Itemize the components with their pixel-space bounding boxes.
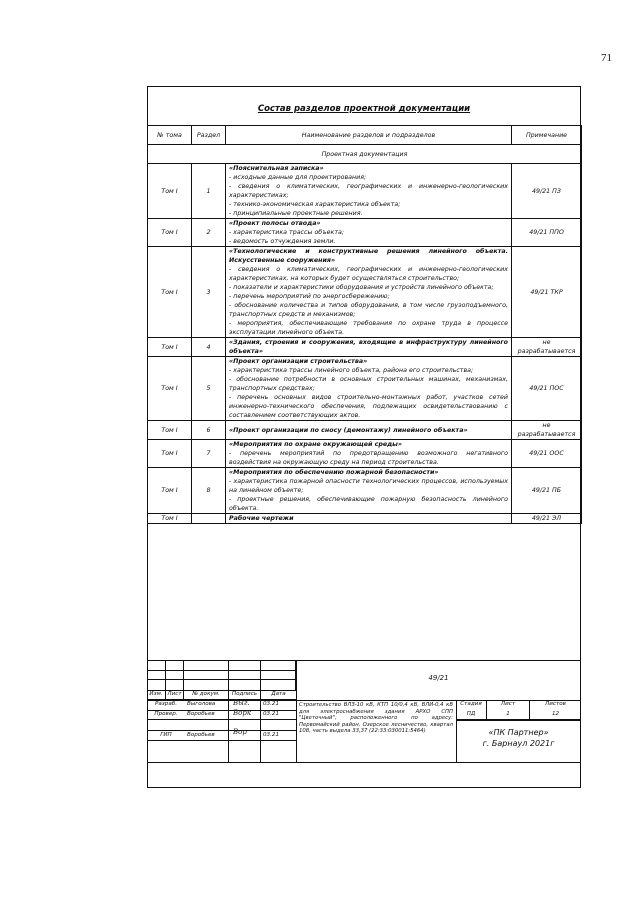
section-name: «Проект полосы отвода» bbox=[229, 220, 321, 227]
cell-note: 49/21 ПЗ bbox=[512, 164, 582, 219]
cell-note: 49/21 ЭЛ bbox=[512, 514, 582, 524]
subsection-item: - перечень мероприятий по энергосбережению; bbox=[229, 293, 390, 300]
subsection-item: - обоснование количества и типов оборудования, в том числе грузоподъемного, транспортных средств и механизмов; bbox=[229, 302, 508, 318]
header-name: Наименование разделов и подразделов bbox=[226, 126, 512, 145]
section-name: «Пояснительная записка» bbox=[229, 165, 324, 172]
cell-razdel: 6 bbox=[192, 421, 226, 440]
subsection-item: - мероприятия, обеспечивающие требования по охране труда в процессе эксплуатации линейного объекта. bbox=[229, 320, 508, 336]
stamp-stage: ПД bbox=[466, 711, 476, 717]
section-title-row bbox=[148, 145, 582, 164]
subsection-item: - перечень мероприятий по предотвращению возможного негативного воздействия на окружающую среду на период строительства. bbox=[229, 450, 508, 466]
stamp-stage-header: Стадия bbox=[460, 701, 482, 707]
cell-razdel: 2 bbox=[192, 219, 226, 247]
section-name: «Технологические и конструктивные решения линейного объекта. Искусственные сооружения» bbox=[229, 248, 508, 264]
cell-content bbox=[226, 421, 512, 440]
cell-note: 49/21 ПОС bbox=[512, 357, 582, 421]
cell-razdel: 7 bbox=[192, 440, 226, 468]
header-note: Примечание bbox=[512, 126, 582, 145]
table-row bbox=[148, 357, 582, 421]
stamp-r3-role: ГИП bbox=[160, 732, 172, 738]
cell-content bbox=[226, 219, 512, 247]
cell-tom: Том I bbox=[148, 357, 192, 421]
cell-content bbox=[226, 440, 512, 468]
section-name: «Мероприятия по охране окружающей среды» bbox=[229, 441, 402, 448]
cell-content bbox=[226, 357, 512, 421]
cell-razdel: 4 bbox=[192, 338, 226, 357]
subsection-item: - характеристика пожарной опасности технологических процессов, используемых на линейном объекте; bbox=[229, 478, 508, 494]
cell-razdel bbox=[192, 514, 226, 524]
cell-content bbox=[226, 164, 512, 219]
cell-note: 49/21 ООС bbox=[512, 440, 582, 468]
cell-razdel: 1 bbox=[192, 164, 226, 219]
cell-tom: Том I bbox=[148, 514, 192, 524]
section-name: «Проект организации по сносу (демонтажу) линейного объекта» bbox=[229, 426, 468, 434]
section-name: Рабочие чертежи bbox=[229, 515, 294, 522]
cell-tom: Том I bbox=[148, 468, 192, 514]
page-number: 71 bbox=[601, 52, 612, 64]
cell-note: не разрабатывается bbox=[512, 421, 582, 440]
subsection-item: - характеристика трассы линейного объекта, района его строительства; bbox=[229, 367, 474, 374]
stamp-r3-signature: Вор bbox=[233, 728, 247, 736]
subsection-item: - сведения о климатических, географических и инженерно-геологических характеристиках; bbox=[229, 183, 508, 199]
subsection-item: - характеристика трассы объекта; bbox=[229, 229, 344, 236]
section-title: Проектная документация bbox=[148, 145, 582, 164]
table-header-row bbox=[148, 126, 582, 145]
subsection-item: - показатели и характеристики оборудования и устройств линейного объекта; bbox=[229, 284, 494, 291]
table-row bbox=[148, 219, 582, 247]
table-row bbox=[148, 247, 582, 338]
stamp-r2-date: 03.21 bbox=[263, 711, 280, 717]
section-name: «Мероприятия по обеспечению пожарной безопасности» bbox=[229, 469, 439, 476]
stamp-vline bbox=[456, 720, 581, 721]
header-razdel: Раздел bbox=[192, 126, 226, 145]
cell-content bbox=[226, 338, 512, 357]
cell-content bbox=[226, 514, 512, 524]
table-row bbox=[148, 468, 582, 514]
stamp-listov-header: Листов bbox=[545, 701, 566, 707]
cell-tom: Том I bbox=[148, 247, 192, 338]
stamp-row-line bbox=[147, 730, 296, 731]
table-row bbox=[148, 514, 582, 524]
stamp-r2-role: Провер. bbox=[154, 711, 178, 717]
stamp-h-izm: Изм. bbox=[149, 691, 163, 697]
document-title: Состав разделов проектной документации bbox=[257, 104, 471, 114]
stamp-r3-date: 03.21 bbox=[263, 732, 280, 738]
stamp-r1-name: Выголова bbox=[187, 701, 216, 707]
stamp-h-podp: Подпись bbox=[231, 691, 258, 697]
stamp-r2-name: Воробьев bbox=[187, 711, 215, 717]
stamp-r2-signature: Ворк bbox=[233, 709, 252, 717]
subsection-item: - принципиальные проектные решения. bbox=[229, 210, 363, 217]
cell-razdel: 3 bbox=[192, 247, 226, 338]
subsection-item: - технико-экономическая характеристика объекта; bbox=[229, 201, 401, 208]
table-row bbox=[148, 338, 582, 357]
stamp-r1-date: 03.21 bbox=[263, 701, 280, 707]
cell-note: 49/21 ТКР bbox=[512, 247, 582, 338]
stamp-h-data: Дата bbox=[271, 691, 286, 697]
subsection-item: - перечень основных видов строительно-монтажных работ, участков сетей инженерно-технического обеспечения, подлежащих освидетельствованию с составлением соответствующих актов. bbox=[229, 394, 508, 419]
cell-content bbox=[226, 247, 512, 338]
cell-razdel: 5 bbox=[192, 357, 226, 421]
stamp-organization: «ПК Партнер» bbox=[488, 728, 549, 737]
stamp-listov: 12 bbox=[551, 711, 560, 717]
stamp-r1-signature: Выг. bbox=[233, 699, 250, 707]
table-row bbox=[148, 440, 582, 468]
subsection-item: - проектные решения, обеспечивающие пожарную безопасность линейного объекта. bbox=[229, 496, 508, 512]
cell-note: 49/21 ППО bbox=[512, 219, 582, 247]
cell-tom: Том I bbox=[148, 164, 192, 219]
subsection-item: - обоснование потребности в основных строительных машинах, механизмах, транспортных средствах; bbox=[229, 376, 508, 392]
cell-note: не разрабатывается bbox=[512, 338, 582, 357]
stamp-description: Строительство ВЛЗ-10 кВ, КТП 10/0,4 кВ, ВЛИ-0,4 кВ для электроснабжения здания АРХО СПП "Цветочный", расположенного по адресу: Первомайский район, Озерское лесничество, квартал 108, часть выдела 33,37 (22:33:030011:5464) bbox=[299, 702, 453, 735]
stamp-h-ndok: № докум. bbox=[192, 691, 220, 697]
stamp-h-list: Лист bbox=[167, 691, 182, 697]
table-row bbox=[148, 164, 582, 219]
cell-tom: Том I bbox=[148, 440, 192, 468]
subsection-item: - ведомость отчуждения земли. bbox=[229, 238, 336, 245]
stamp-code: 49/21 bbox=[428, 674, 449, 682]
section-name: «Здания, строения и сооружения, входящие в инфраструктуру линейного объекта» bbox=[229, 339, 508, 355]
cell-note: 49/21 ПБ bbox=[512, 468, 582, 514]
subsection-item: - исходные данные для проектирования; bbox=[229, 174, 367, 181]
header-tom: № тома bbox=[148, 126, 192, 145]
stamp-r3-name: Воробьев bbox=[187, 732, 215, 738]
stamp-list: 1 bbox=[506, 711, 510, 717]
stamp-r1-role: Разраб. bbox=[155, 701, 177, 707]
stamp-row-line bbox=[147, 740, 296, 741]
sections-table bbox=[147, 125, 582, 524]
cell-razdel: 8 bbox=[192, 468, 226, 514]
cell-tom: Том I bbox=[148, 219, 192, 247]
table-row bbox=[148, 421, 582, 440]
section-name: «Проект организации строительства» bbox=[229, 358, 368, 365]
stamp-city-year: г. Барнаул 2021г bbox=[482, 739, 555, 748]
stamp-list-header: Лист bbox=[500, 701, 516, 707]
cell-tom: Том I bbox=[148, 421, 192, 440]
cell-tom: Том I bbox=[148, 338, 192, 357]
cell-content bbox=[226, 468, 512, 514]
subsection-item: - сведения о климатических, географических и инженерно-геологических характеристиках, на которых будет осуществляться строительство; bbox=[229, 266, 508, 282]
title-block bbox=[147, 660, 581, 763]
